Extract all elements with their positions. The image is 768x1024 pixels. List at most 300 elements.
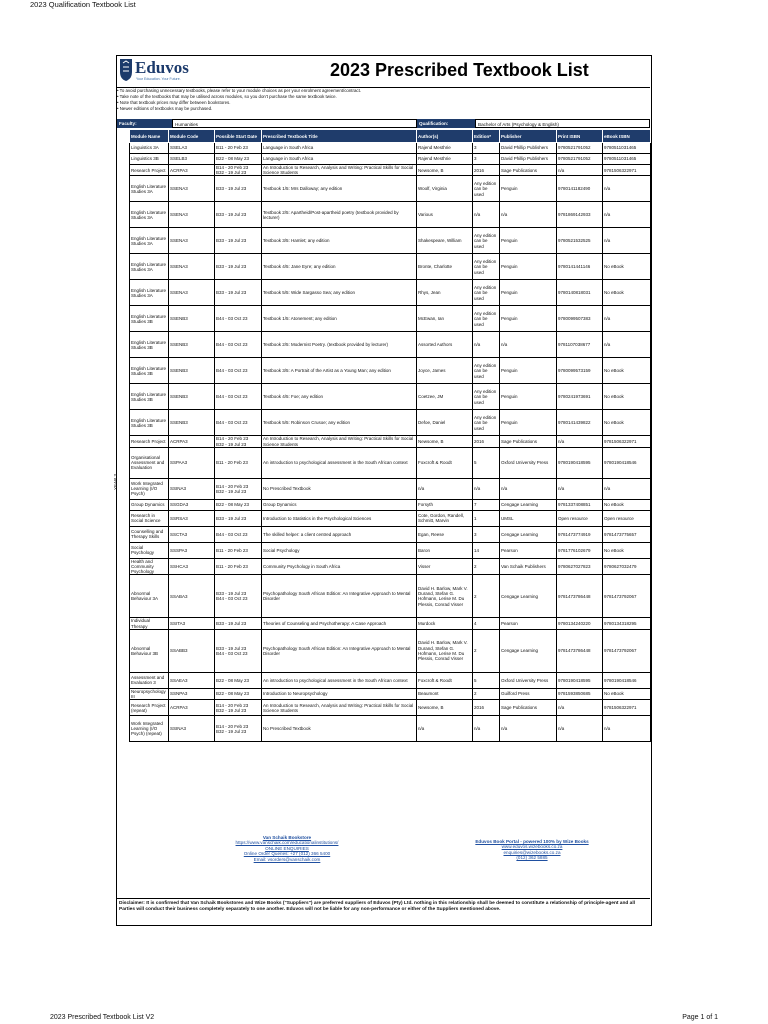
module-code-cell: SSITA3 xyxy=(169,618,215,629)
module-code-cell: SSENB3 xyxy=(169,332,215,358)
publisher-cell: Penguin xyxy=(500,384,557,410)
module-code-cell: SSSPA3 xyxy=(169,542,215,558)
textbook-title-cell: An Introduction to Research, Analysis and Writing: Practical Skills for Social Science Students xyxy=(262,700,417,716)
suppliers-section xyxy=(117,835,650,877)
edition-cell: Any edition can be used xyxy=(473,228,500,254)
edition-cell: Any edition can be used xyxy=(473,254,500,280)
textbook-title-cell: An Introduction to Research, Analysis and Writing: Practical Skills for Social Science Students xyxy=(262,165,417,176)
publisher-cell: Guilford Press xyxy=(500,688,557,699)
table-header-row xyxy=(130,130,651,143)
ebook-isbn-cell: No eBook xyxy=(603,688,651,699)
edition-cell: 5 xyxy=(473,672,500,688)
ebook-isbn-cell: No eBook xyxy=(603,542,651,558)
start-date-cell: B33 - 19 Jul 23 B44 - 03 Oct 23 xyxy=(215,575,262,618)
module-name-cell: English Literature Studies 3A xyxy=(130,228,169,254)
module-name-cell: Individual Therapy xyxy=(130,618,169,629)
edition-cell: 2 xyxy=(473,558,500,575)
edition-cell: 2 xyxy=(473,688,500,699)
authors-cell: David H. Barlow, Mark V. Durand, Stefan G. Hofmann, Lerise M. Du Plessis, Conrad Visser xyxy=(417,629,473,672)
table-row xyxy=(130,688,651,699)
textbook-title-cell: Language in South Africa xyxy=(262,154,417,165)
textbook-title-cell: Textbook 3/5: A Portrait of the Artist as a Young Man; any edition xyxy=(262,358,417,384)
ebook-isbn-cell: 9780511031465 xyxy=(603,154,651,165)
start-date-cell: B11 - 20 Feb 23 xyxy=(215,143,262,154)
print-isbn-cell: 9780521791052 xyxy=(557,143,603,154)
print-isbn-cell: 9781473786448 xyxy=(557,629,603,672)
table-row xyxy=(130,672,651,688)
ebook-isbn-cell: n/a xyxy=(603,716,651,742)
start-date-cell: B14 - 20 Feb 23 B32 - 19 Jul 23 xyxy=(215,700,262,716)
authors-cell: Visser xyxy=(417,558,473,575)
module-name-cell: English Literature Studies 3A xyxy=(130,280,169,306)
module-code-cell: SSENA3 xyxy=(169,280,215,306)
module-name-cell: Health and Community Psychology xyxy=(130,558,169,575)
logo-name: Eduvos xyxy=(135,58,189,77)
start-date-cell: B22 - 08 May 23 xyxy=(215,688,262,699)
edition-cell: 1 xyxy=(473,510,500,526)
table-row xyxy=(130,165,651,176)
publisher-cell: n/a xyxy=(500,478,557,499)
module-name-cell: Research in Social Science xyxy=(130,510,169,526)
module-name-cell: Organisational Assessment and Evaluation xyxy=(130,447,169,478)
print-isbn-cell: 9780141439822 xyxy=(557,410,603,436)
authors-cell: n/a xyxy=(417,716,473,742)
authors-cell: Coetzee, JM xyxy=(417,384,473,410)
module-code-cell: SSRSA3 xyxy=(169,510,215,526)
print-isbn-cell: n/a xyxy=(557,716,603,742)
module-name-cell: Social Psychology xyxy=(130,542,169,558)
print-isbn-cell: 9780099507383 xyxy=(557,306,603,332)
start-date-cell: B33 - 19 Jul 23 xyxy=(215,228,262,254)
ebook-isbn-cell: Open resource xyxy=(603,510,651,526)
print-isbn-cell: 9781473786448 xyxy=(557,575,603,618)
module-code-cell: SSGDA3 xyxy=(169,499,215,510)
textbook-title-cell: Textbook 1/5: Mrs Dalloway; any edition xyxy=(262,176,417,202)
publisher-cell: Cengage Learning xyxy=(500,499,557,510)
module-name-cell: Work Integrated Learning (I/O Psych) (repeat) xyxy=(130,716,169,742)
authors-cell: Shakespeare, William xyxy=(417,228,473,254)
wize-books-info xyxy=(417,839,647,861)
module-name-cell: English Literature Studies 3A xyxy=(130,202,169,228)
edition-cell: 2016 xyxy=(473,700,500,716)
edition-cell: 3 xyxy=(473,143,500,154)
authors-cell: Murdock xyxy=(417,618,473,629)
table-row xyxy=(130,202,651,228)
start-date-cell: B44 - 03 Oct 23 xyxy=(215,410,262,436)
module-code-cell: SSENB3 xyxy=(169,384,215,410)
table-row xyxy=(130,542,651,558)
module-code-cell: SSENB3 xyxy=(169,306,215,332)
ebook-isbn-cell: No eBook xyxy=(603,410,651,436)
print-isbn-cell: n/a xyxy=(557,165,603,176)
authors-cell: Woolf, Virginia xyxy=(417,176,473,202)
note-item: • Take note of the textbooks that may be utilised across modules, so you don't purchase the same textbook twice. xyxy=(117,94,337,99)
print-isbn-cell: 9781337408851 xyxy=(557,499,603,510)
authors-cell: Rajend Mesthrie xyxy=(417,154,473,165)
module-name-cell: Counselling and Therapy Skills xyxy=(130,526,169,542)
authors-cell: Cote, Gordon, Randell, Schmitt, Marvin xyxy=(417,510,473,526)
year-label: YEAR 3 xyxy=(113,473,118,490)
col-header: Module Code xyxy=(169,130,215,143)
start-date-cell: B33 - 19 Jul 23 xyxy=(215,176,262,202)
table-row xyxy=(130,618,651,629)
ebook-isbn-cell: No eBook xyxy=(603,499,651,510)
table-row xyxy=(130,254,651,280)
start-date-cell: B33 - 19 Jul 23 xyxy=(215,254,262,280)
print-isbn-cell: n/a xyxy=(557,478,603,499)
edition-cell: 7 xyxy=(473,499,500,510)
start-date-cell: B33 - 19 Jul 23 xyxy=(215,202,262,228)
start-date-cell: B44 - 03 Oct 23 xyxy=(215,526,262,542)
table-row xyxy=(130,306,651,332)
publisher-cell: Penguin xyxy=(500,228,557,254)
module-code-cell: SSENA3 xyxy=(169,228,215,254)
ebook-isbn-cell: n/a xyxy=(603,176,651,202)
textbook-title-cell: An introduction to psychological assessment in the South African context xyxy=(262,447,417,478)
textbook-title-cell: Community Psychology in South Africa xyxy=(262,558,417,575)
van-schaik-phone[interactable]: Online Order Queries: +27 (012) 366 5400 xyxy=(243,851,331,857)
ebook-isbn-cell: 9780134318295 xyxy=(603,618,651,629)
ebook-isbn-cell: No eBook xyxy=(603,280,651,306)
table-row xyxy=(130,143,651,154)
print-isbn-cell: 9780190418595 xyxy=(557,672,603,688)
start-date-cell: B11 - 20 Feb 23 xyxy=(215,542,262,558)
textbook-title-cell: Textbook 5/5: Robinson Crusoe; any edition xyxy=(262,410,417,436)
ebook-isbn-cell: 9780511031465 xyxy=(603,143,651,154)
start-date-cell: B44 - 03 Oct 23 xyxy=(215,358,262,384)
textbook-title-cell: The skilled helper: a client centred approach xyxy=(262,526,417,542)
publisher-cell: Pearson xyxy=(500,542,557,558)
textbook-table xyxy=(129,129,651,742)
authors-cell: Newsome, B xyxy=(417,165,473,176)
ebook-isbn-cell: n/a xyxy=(603,478,651,499)
module-code-cell: SSHCA3 xyxy=(169,558,215,575)
edition-cell: 4 xyxy=(473,618,500,629)
ebook-isbn-cell: No eBook xyxy=(603,358,651,384)
publisher-cell: Oxford University Press xyxy=(500,672,557,688)
module-code-cell: SSELA3 xyxy=(169,143,215,154)
textbook-title-cell: An Introduction to Research, Analysis and Writing: Practical Skills for Social Science Students xyxy=(262,436,417,447)
publisher-cell: Cengage Learning xyxy=(500,629,557,672)
publisher-cell: Pearson xyxy=(500,618,557,629)
textbook-title-cell: Textbook 4/5: Foe; any edition xyxy=(262,384,417,410)
module-code-cell: SSAEA3 xyxy=(169,672,215,688)
module-code-cell: ACRPA3 xyxy=(169,165,215,176)
table-row xyxy=(130,526,651,542)
publisher-cell: David Phillip Publishers xyxy=(500,143,557,154)
table-row xyxy=(130,447,651,478)
start-date-cell: B44 - 03 Oct 23 xyxy=(215,384,262,410)
van-schaik-link[interactable]: https://www.vanschaik.com/educationalinstitutions/ xyxy=(235,840,339,846)
table-row xyxy=(130,478,651,499)
table-row xyxy=(130,358,651,384)
ebook-isbn-cell: 9781506322971 xyxy=(603,165,651,176)
authors-cell: Various xyxy=(417,202,473,228)
authors-cell: Joyce, James xyxy=(417,358,473,384)
publisher-cell: Penguin xyxy=(500,254,557,280)
edition-cell: Any edition can be used xyxy=(473,176,500,202)
edition-cell: 3 xyxy=(473,154,500,165)
van-schaik-title: Van Schaik Bookstore xyxy=(262,835,312,840)
publisher-cell: Penguin xyxy=(500,280,557,306)
textbook-title-cell: No Prescribed Textbook xyxy=(262,716,417,742)
print-isbn-cell: 9780241973691 xyxy=(557,384,603,410)
authors-cell: Newsome, B xyxy=(417,436,473,447)
textbook-title-cell: Textbook 5/5: Wide Sargasso Sea; any edition xyxy=(262,280,417,306)
edition-cell: 2016 xyxy=(473,436,500,447)
publisher-cell: n/a xyxy=(500,202,557,228)
module-name-cell: Work Integrated Learning (I/O Psych) xyxy=(130,478,169,499)
publisher-cell: n/a xyxy=(500,716,557,742)
table-row xyxy=(130,228,651,254)
authors-cell: Defoe, Daniel xyxy=(417,410,473,436)
start-date-cell: B44 - 03 Oct 23 xyxy=(215,306,262,332)
print-isbn-cell: 9780141182490 xyxy=(557,176,603,202)
textbook-title-cell: Textbook 3/5: Hamlet; any edition xyxy=(262,228,417,254)
table-row xyxy=(130,154,651,165)
logo-tagline: Your Education. Your Future. xyxy=(136,77,181,81)
print-isbn-cell: 9780134240220 xyxy=(557,618,603,629)
page-title: 2023 Prescribed Textbook List xyxy=(330,60,589,80)
col-header: Author(s) xyxy=(417,130,473,143)
authors-cell: n/a xyxy=(417,478,473,499)
edition-cell: n/a xyxy=(473,202,500,228)
module-code-cell: SSELB3 xyxy=(169,154,215,165)
publisher-cell: Penguin xyxy=(500,176,557,202)
start-date-cell: B33 - 19 Jul 23 xyxy=(215,510,262,526)
table-row xyxy=(130,575,651,618)
note-item: • Note that textbook prices may differ between bookstores. xyxy=(117,100,231,105)
module-code-cell: SSINA3 xyxy=(169,716,215,742)
edition-cell: 2 xyxy=(473,629,500,672)
start-date-cell: B33 - 19 Jul 23 xyxy=(215,618,262,629)
publisher-cell: n/a xyxy=(500,332,557,358)
col-header: eBook ISBN xyxy=(603,130,651,143)
publisher-cell: Penguin xyxy=(500,410,557,436)
textbook-title-cell: Introduction to Neuropsychology xyxy=(262,688,417,699)
ebook-isbn-cell: n/a xyxy=(603,306,651,332)
ebook-isbn-cell: 9780190418546 xyxy=(603,672,651,688)
publisher-cell: Sage Publications xyxy=(500,165,557,176)
table-row xyxy=(130,410,651,436)
authors-cell: Foxcroft & Roodt xyxy=(417,672,473,688)
module-code-cell: SSENB3 xyxy=(169,410,215,436)
col-header: Edition* xyxy=(473,130,500,143)
col-header: Module Name xyxy=(130,130,169,143)
module-name-cell: English Literature Studies 3B xyxy=(130,358,169,384)
print-isbn-cell: 9781107038677 xyxy=(557,332,603,358)
edition-cell: Any edition can be used xyxy=(473,410,500,436)
authors-cell: Baron xyxy=(417,542,473,558)
start-date-cell: B44 - 03 Oct 23 xyxy=(215,332,262,358)
van-schaik-info xyxy=(177,835,397,862)
module-name-cell: Research Project xyxy=(130,436,169,447)
print-isbn-cell: 9780190418595 xyxy=(557,447,603,478)
start-date-cell: B33 - 19 Jul 23 B44 - 03 Oct 23 xyxy=(215,629,262,672)
start-date-cell: B22 - 08 May 23 xyxy=(215,499,262,510)
online-enquiries-link[interactable]: ONLINE ENQUIRIES xyxy=(265,845,309,851)
ebook-isbn-cell: No eBook xyxy=(603,384,651,410)
start-date-cell: B14 - 20 Feb 23 B32 - 19 Jul 23 xyxy=(215,716,262,742)
module-code-cell: SSENA3 xyxy=(169,202,215,228)
textbook-title-cell: Theories of Counseling and Psychotherapy: A Case Approach xyxy=(262,618,417,629)
print-isbn-cell: 9781869142933 xyxy=(557,202,603,228)
authors-cell: Rhys, Jean xyxy=(417,280,473,306)
wize-books-phone[interactable]: (012) 362 5885 xyxy=(516,855,548,861)
print-isbn-cell: 9781473774919 xyxy=(557,526,603,542)
start-date-cell: B14 - 20 Feb 23 B32 - 19 Jul 23 xyxy=(215,165,262,176)
textbook-title-cell: An introduction to psychological assessment in the South African context xyxy=(262,672,417,688)
notes-list xyxy=(117,87,650,112)
print-isbn-cell: 9780099573159 xyxy=(557,358,603,384)
publisher-cell: Cengage Learning xyxy=(500,526,557,542)
publisher-cell: UMSL xyxy=(500,510,557,526)
publisher-cell: Cengage Learning xyxy=(500,575,557,618)
authors-cell: Foxcroft & Roodt xyxy=(417,447,473,478)
edition-cell: 14 xyxy=(473,542,500,558)
publisher-cell: Sage Publications xyxy=(500,436,557,447)
ebook-isbn-cell: 9780627032479 xyxy=(603,558,651,575)
table-row xyxy=(130,384,651,410)
publisher-cell: Sage Publications xyxy=(500,700,557,716)
footer-page-number: Page 1 of 1 xyxy=(682,1014,718,1021)
faculty-bar xyxy=(117,119,650,128)
start-date-cell: B22 - 08 May 23 xyxy=(215,672,262,688)
print-isbn-cell: 9780141441146 xyxy=(557,254,603,280)
wize-books-email[interactable]: enquiries@wizebooks.co.za xyxy=(503,849,561,855)
authors-cell: Newsome, B xyxy=(417,700,473,716)
publisher-cell: Oxford University Press xyxy=(500,447,557,478)
print-isbn-cell: 9781776102679 xyxy=(557,542,603,558)
textbook-title-cell: Social Psychology xyxy=(262,542,417,558)
authors-cell: McEwan, Ian xyxy=(417,306,473,332)
print-isbn-cell: 9780627027823 xyxy=(557,558,603,575)
table-row xyxy=(130,436,651,447)
start-date-cell: B11 - 20 Feb 23 xyxy=(215,447,262,478)
table-row xyxy=(130,700,651,716)
module-name-cell: English Literature Studies 3B xyxy=(130,410,169,436)
wize-books-link[interactable]: www.eduvos.wizebooks.co.za xyxy=(501,844,563,850)
textbook-title-cell: Textbook 2/5: Apartheid/Post-apartheid poetry (textbook provided by lecturer) xyxy=(262,202,417,228)
edition-cell: Any edition can be used xyxy=(473,384,500,410)
col-header: Print ISBN xyxy=(557,130,603,143)
ebook-isbn-cell: 9781506322971 xyxy=(603,436,651,447)
qualification-label: Qualification: xyxy=(417,119,475,128)
module-code-cell: SSENB3 xyxy=(169,358,215,384)
module-code-cell: SSINA3 xyxy=(169,478,215,499)
publisher-cell: Van Schaik Publishers xyxy=(500,558,557,575)
print-isbn-cell: 9781593850685 xyxy=(557,688,603,699)
qualification-value: Bachelor of Arts (Psychology & English) xyxy=(475,119,650,128)
textbook-title-cell: No Prescribed Textbook xyxy=(262,478,417,499)
start-date-cell: B14 - 20 Feb 23 B32 - 19 Jul 23 xyxy=(215,436,262,447)
module-name-cell: Linguistics 3B xyxy=(130,154,169,165)
authors-cell: David H. Barlow, Mark V. Durand, Stefan G. Hofmann, Lerise M. Du Plessis, Conrad Visser xyxy=(417,575,473,618)
module-name-cell: English Literature Studies 3A xyxy=(130,254,169,280)
module-name-cell: English Literature Studies 3B xyxy=(130,384,169,410)
edition-cell: 3 xyxy=(473,526,500,542)
wize-books-title: Eduvos Book Portal - powered 100% by Wize Books xyxy=(475,839,589,844)
authors-cell: Forsyth xyxy=(417,499,473,510)
module-code-cell: SSENA3 xyxy=(169,176,215,202)
start-date-cell: B14 - 20 Feb 23 B32 - 19 Jul 23 xyxy=(215,478,262,499)
authors-cell: Rajend Mesthrie xyxy=(417,143,473,154)
print-isbn-cell: n/a xyxy=(557,436,603,447)
module-name-cell: Group Dynamics xyxy=(130,499,169,510)
ebook-isbn-cell: 9781473775657 xyxy=(603,526,651,542)
table-row xyxy=(130,510,651,526)
authors-cell: Egan, Reese xyxy=(417,526,473,542)
publisher-cell: Penguin xyxy=(500,306,557,332)
ebook-isbn-cell: n/a xyxy=(603,228,651,254)
textbook-title-cell: Group Dynamics xyxy=(262,499,417,510)
col-header: Publisher xyxy=(500,130,557,143)
module-name-cell: Neuropsychology III xyxy=(130,688,169,699)
edition-cell: Any edition can be used xyxy=(473,306,500,332)
start-date-cell: B11 - 20 Feb 23 xyxy=(215,558,262,575)
textbook-title-cell: Textbook 2/5: Modernist Poetry. (textbook provided by lecturer) xyxy=(262,332,417,358)
print-isbn-cell: Open resource xyxy=(557,510,603,526)
faculty-value: Humanities xyxy=(172,119,417,128)
module-code-cell: ACRPA3 xyxy=(169,700,215,716)
authors-cell: Assorted Authors xyxy=(417,332,473,358)
module-name-cell: English Literature Studies 3B xyxy=(130,306,169,332)
note-item: • Newer editions of textbooks may be purchased. xyxy=(117,106,213,111)
table-row xyxy=(130,176,651,202)
module-name-cell: Research Project xyxy=(130,165,169,176)
textbook-title-cell: Textbook 4/5: Jane Eyre; any edition xyxy=(262,254,417,280)
table-row xyxy=(130,332,651,358)
edition-cell: Any edition can be used xyxy=(473,358,500,384)
faculty-label: Faculty: xyxy=(117,119,172,128)
module-name-cell: Assessment and Evaluation 3 xyxy=(130,672,169,688)
publisher-cell: Penguin xyxy=(500,358,557,384)
page-header-text: 2023 Qualification Textbook List xyxy=(30,0,136,9)
module-code-cell: SSCTA3 xyxy=(169,526,215,542)
module-name-cell: English Literature Studies 3A xyxy=(130,176,169,202)
ebook-isbn-cell: 9781506322971 xyxy=(603,700,651,716)
eduvos-logo xyxy=(119,58,199,86)
van-schaik-email[interactable]: Email: vsorders@vanschaik.com xyxy=(253,856,321,862)
print-isbn-cell: 9780521791052 xyxy=(557,154,603,165)
edition-cell: 2 xyxy=(473,575,500,618)
start-date-cell: B33 - 19 Jul 23 xyxy=(215,280,262,306)
edition-cell: n/a xyxy=(473,332,500,358)
ebook-isbn-cell: 9781473792067 xyxy=(603,575,651,618)
edition-cell: 5 xyxy=(473,447,500,478)
module-name-cell: English Literature Studies 3B xyxy=(130,332,169,358)
authors-cell: Bronte, Charlotte xyxy=(417,254,473,280)
print-isbn-cell: 9780521532525 xyxy=(557,228,603,254)
module-name-cell: Abnormal Behaviour 3A xyxy=(130,575,169,618)
module-name-cell: Linguistics 3A xyxy=(130,143,169,154)
ebook-isbn-cell: n/a xyxy=(603,202,651,228)
footer-doc-name: 2023 Prescribed Textbook List V2 xyxy=(50,1014,155,1021)
edition-cell: 2016 xyxy=(473,165,500,176)
publisher-cell: David Phillip Publishers xyxy=(500,154,557,165)
table-row xyxy=(130,716,651,742)
edition-cell: n/a xyxy=(473,716,500,742)
authors-cell: Beaumont xyxy=(417,688,473,699)
textbook-title-cell: Psychopathology South African Edition: An Integrative Approach to Mental Disorder xyxy=(262,575,417,618)
ebook-isbn-cell: n/a xyxy=(603,332,651,358)
ebook-isbn-cell: No eBook xyxy=(603,254,651,280)
module-code-cell: SSPAA3 xyxy=(169,447,215,478)
print-isbn-cell: 9780140818031 xyxy=(557,280,603,306)
module-name-cell: Abnormal Behaviour 3B xyxy=(130,629,169,672)
textbook-title-cell: Language in South Africa xyxy=(262,143,417,154)
table-row xyxy=(130,558,651,575)
